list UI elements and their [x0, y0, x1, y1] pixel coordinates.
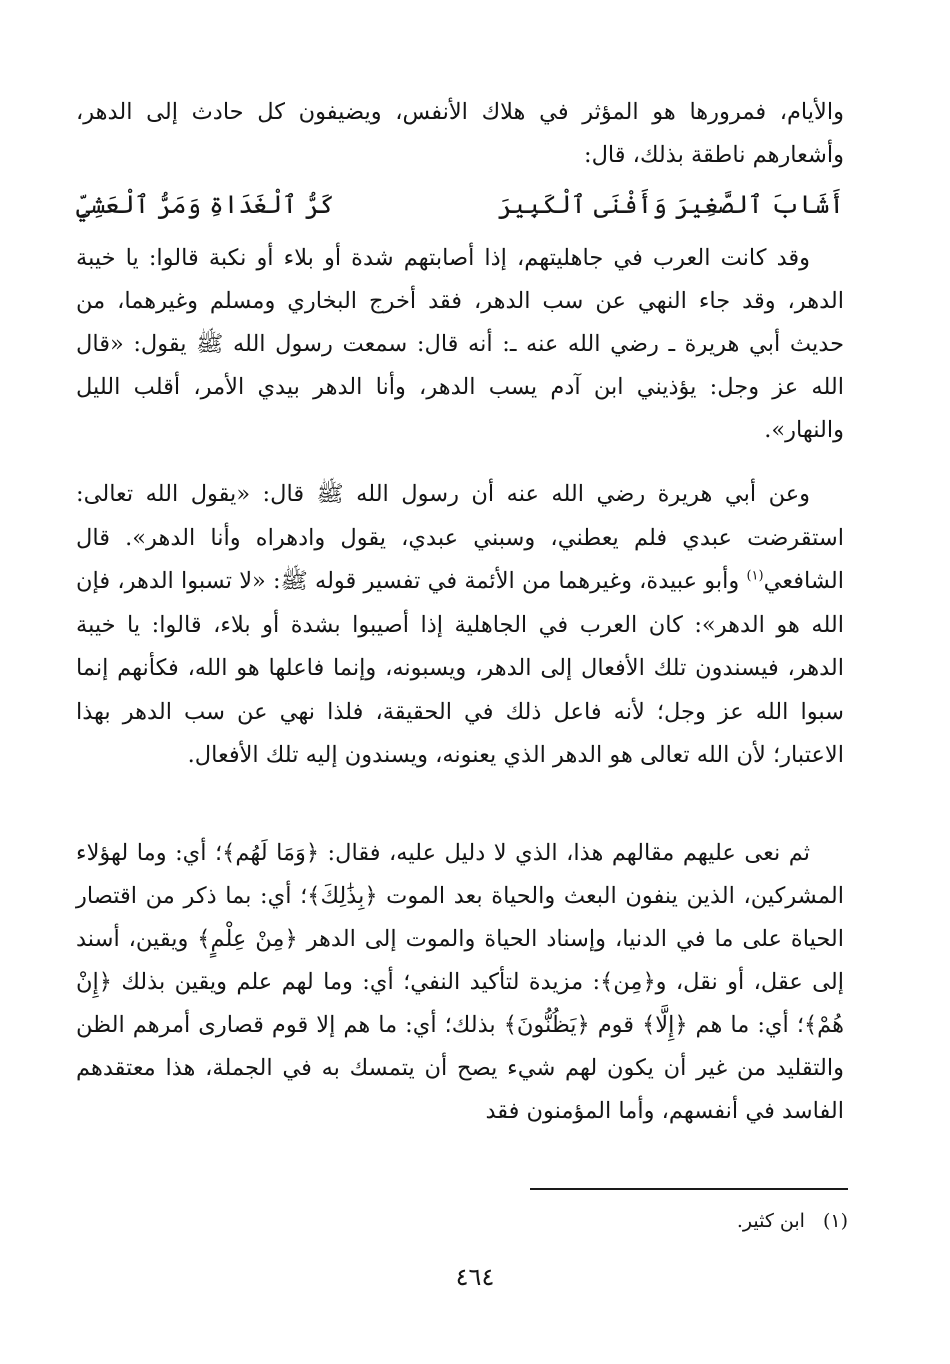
page-number: ٤٦٤: [455, 1263, 495, 1291]
footnote-text: ابن كثير.: [736, 1210, 805, 1232]
footnote: [480, 1203, 848, 1239]
paragraph-3-part-1: وعن أبي هريرة رضي الله عنه أن رسول الله ﷺ قال: «يقول الله تعالى: استقرضت عبدي فلم يعطني، وسبني عبدي، يقول وادهراه وأنا الدهر». قال الشافعي: [76, 481, 844, 594]
paragraph-3-part-2: وأبو عبيدة، وغيرهما من الأئمة في تفسير قوله ﷺ: «لا تسبوا الدهر، فإن الله هو الدهر»: كان العرب في الجاهلية إذا أصيبوا بشدة أو بلاء، قالوا: يا خيبة الدهر، فيسندون تلك الأفعال إلى الدهر، ويسبونه، وإنما فاعلها هو الله، فكأنهم إنما سبوا الله عز وجل؛ لأنه فاعل ذلك في الحقيقة، فلذا نهي عن سب الدهر بهذا الاعتبار؛ لأن الله تعالى هو الدهر الذي يعنونه، ويسندون إليه تلك الأفعال.: [76, 568, 844, 768]
verse-second-hemistich: كَرُّ ٱلْغَدَاةِ وَمَرُّ ٱلْعَشِيِّ: [76, 190, 335, 219]
footnote-divider: [530, 1188, 848, 1190]
footnote-reference: (١): [746, 568, 764, 584]
paragraph-4: ثم نعى عليهم مقالهم هذا، الذي لا دليل عليه، فقال: ﴿وَمَا لَهُم﴾؛ أي: وما لهؤلاء المشركين، الذين ينفون البعث والحياة بعد الموت ﴿بِذَٰلِكَ﴾؛ أي: بما ذكر من اقتصار الحياة على ما في الدنيا، وإسناد الحياة والموت إلى الدهر ﴿مِنْ عِلْمٍ﴾ ويقين، أسند إلى عقل، أو نقل، و﴿مِن﴾: مزيدة لتأكيد النفي؛ أي: وما لهم علم ويقين بذلك ﴿إِنْ هُمْ﴾؛ أي: ما هم ﴿إِلَّا﴾ قوم ﴿يَظُنُّونَ﴾ بذلك؛ أي: ما هم إلا قوم قصارى أمرهم الظن والتقليد من غير أن يكون لهم شيء يصح أن يتمسك به في الجملة، هذا معتقدهم الفاسد في أنفسهم، وأما المؤمنون فقد: [76, 840, 844, 1124]
paragraph-3: [76, 473, 844, 778]
poetry-verse: [76, 182, 844, 228]
footnote-number: (١): [822, 1210, 848, 1232]
paragraph-1: والأيام، فمرورها هو المؤثر في هلاك الأنفس، ويضيفون كل حادث إلى الدهر، وأشعارهم ناطقة بذلك، قال:: [76, 99, 844, 168]
paragraph-2: وقد كانت العرب في جاهليتهم، إذا أصابتهم شدة أو بلاء أو نكبة قالوا: يا خيبة الدهر، وقد جاء النهي عن سب الدهر، فقد أخرج البخاري ومسلم وغيرهما، من حديث أبي هريرة ـ رضي الله عنه ـ: أنه قال: سمعت رسول الله ﷺ يقول: «قال الله عز وجل: يؤذيني ابن آدم يسب الدهر، وأنا الدهر بيدي الأمر، أقلب الليل والنهار».: [76, 245, 844, 443]
verse-first-hemistich: أَشَابَ ٱلصَّغِيرَ وَأَفْنَى ٱلْكَبِيرَ: [497, 190, 844, 219]
